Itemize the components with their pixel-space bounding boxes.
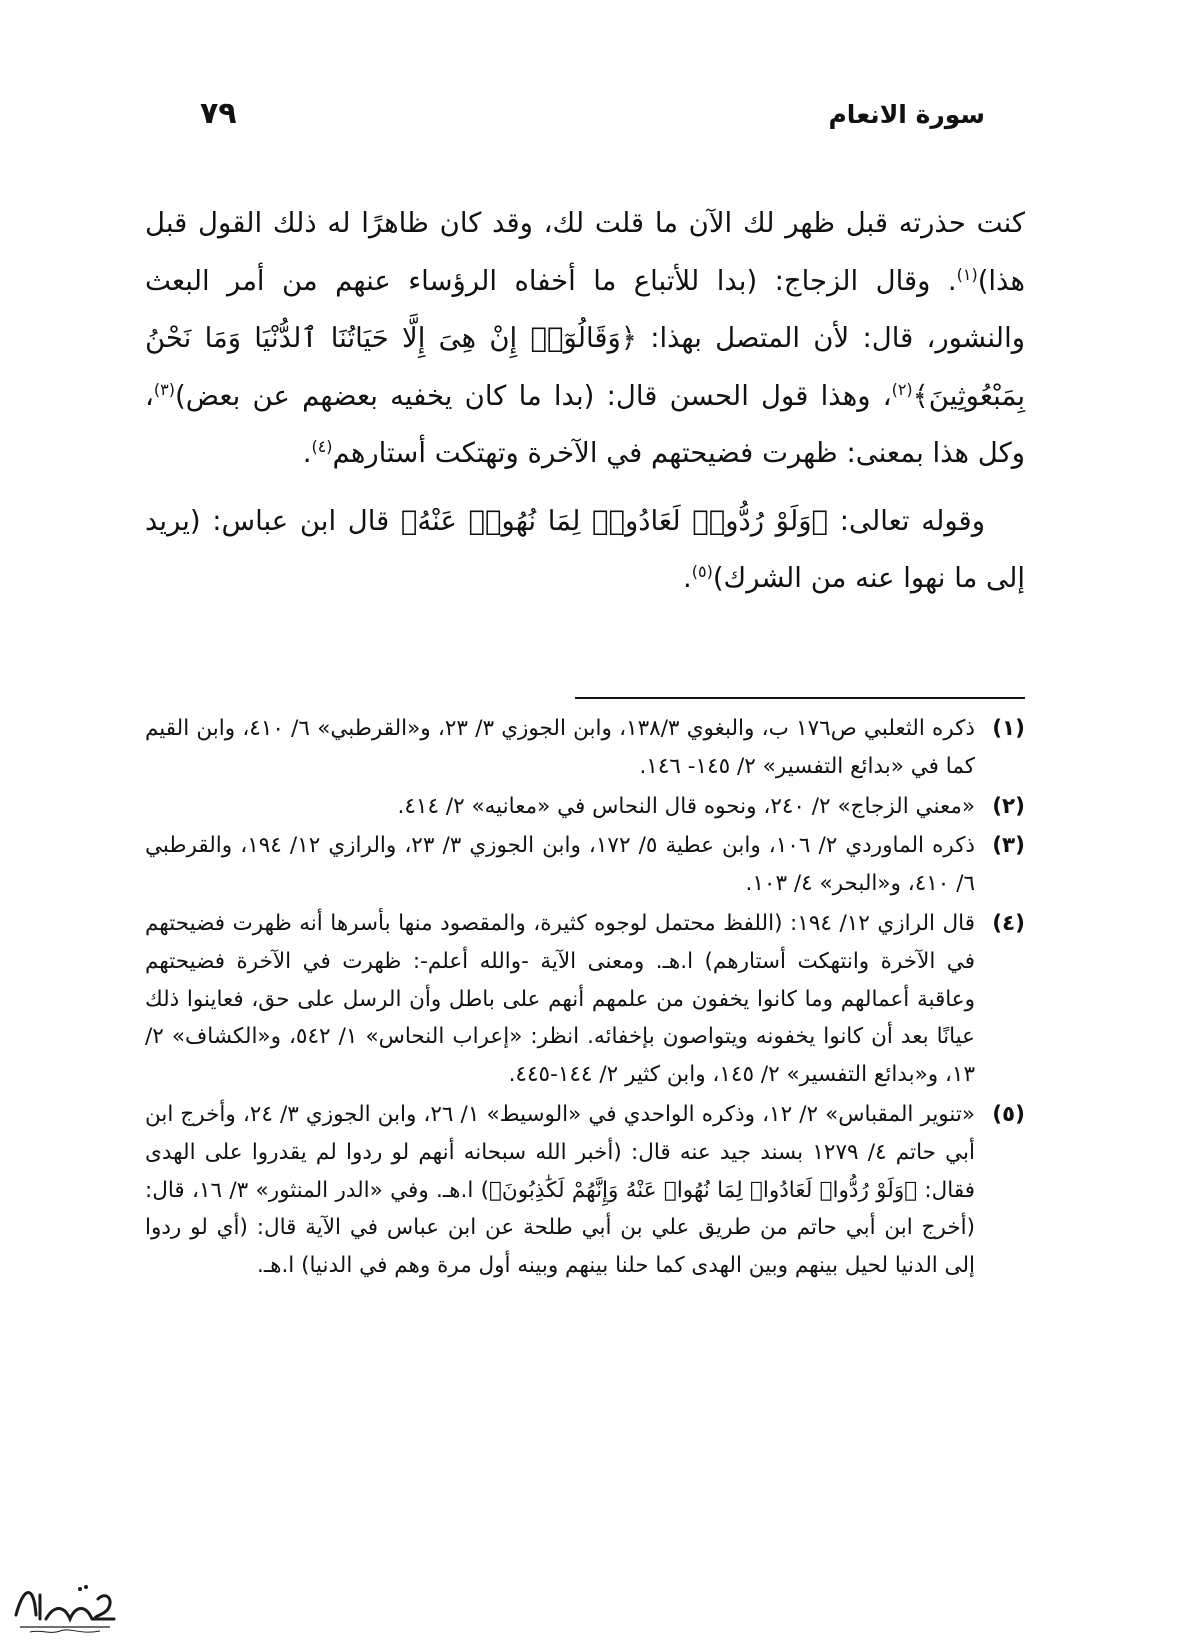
text-run: . وقال الزجاج: (بدا للأتباع ما أخفاه الرؤساء عنهم من أمر البعث والنشور، قال: لأن المتصل بهذا: — [145, 264, 1025, 354]
footnote-4 — [145, 905, 1025, 1094]
footnote-ref-5: (٥) — [691, 561, 713, 581]
text-run: . — [682, 562, 692, 594]
footnote-ref-4: (٤) — [311, 436, 333, 456]
footnote-text: قال الرازي ١٢/ ١٩٤: (اللفظ محتمل لوجوه كثيرة، والمقصود منها بأسرها أنه ظهرت فضيحتهم في الآخرة وانتهكت أستارهم) ا.هـ. ومعنى الآية -والله أعلم-: ظهرت في الآخرة فضيحتهم وعاقبة أعمالهم وما كانوا يخفون من علمهم أنهم على باطل وأن الرسل على حق، فعاينوا ذلك عيانًا بعد أن كانوا يخفونه ويتواصون بإخفائه. انظر: «إعراب النحاس» ١/ ٥٤٢، و«الكشاف» ٢/ ١٣، و«بدائع التفسير» ٢/ ١٤٥، وابن كثير ٢/ ١٤٤-٤٤٥. — [145, 910, 976, 1088]
page-header — [200, 96, 985, 144]
quran-verse: ﴿وَلَوْ رُدُّوا۟ لَعَادُوا۟ لِمَا نُهُوا۟ عَنْهُ﴾ — [400, 504, 829, 537]
text-run: ، وكل هذا بمعنى: ظهرت فضيحتهم في الآخرة وتهتكت أستارهم — [145, 379, 1025, 469]
footnote-5 — [145, 1096, 1025, 1285]
text-run: قال ابن عباس: (يريد إلى ما نهوا عنه من الشرك) — [145, 504, 1025, 594]
paragraph-2 — [145, 493, 1025, 608]
footnote-ref-2: (٢) — [891, 379, 913, 399]
text-run: . — [302, 437, 312, 469]
footnote-number: (٥) — [992, 1101, 1025, 1127]
footnote-text: ذكره الثعلبي ص١٧٦ ب، والبغوي ١٣٨/٣، وابن الجوزي ٣/ ٢٣، و«القرطبي» ٦/ ٤١٠، وابن القيم كما في «بدائع التفسير» ٢/ ١٤٥- ١٤٦. — [145, 716, 975, 779]
footnote-number: (٣) — [992, 833, 1025, 859]
page-number: ٧٩ — [200, 96, 237, 131]
text-run: ، وهذا قول الحسن قال: (بدا ما كان يخفيه بعضهم عن بعض) — [174, 379, 892, 412]
footnote-text: «تنوير المقباس» ٢/ ١٢، وذكره الواحدي في «الوسيط» ١/ ٢٦، وابن الجوزي ٣/ ٢٤، وأخرج ابن أبي حاتم ٤/ ١٢٧٩ بسند جيد عنه قال: (أخبر الله سبحانه أنهم لو ردوا لم يقدروا على الهدى فقال: ﴿وَلَوْ رُدُّوا۟ لَعَادُوا۟ لِمَا نُهُوا۟ عَنْهُ وَإِنَّهُمْ لَكَٰذِبُونَ﴾) ا.هـ. وفي «الدر المنثور» ٣/ ١٦، قال: (أخرج ابن أبي حاتم من طريق علي بن أبي طلحة عن ابن عباس في الآية قال: (أي لو ردوا إلى الدنيا لحيل بينهم وبين الهدى كما حلنا بينهم وبينه أول مرة وهم في الدنيا) ا.هـ. — [145, 1101, 976, 1279]
footnote-divider — [575, 697, 1025, 699]
text-run: كنت حذرته قبل ظهر لك الآن ما قلت لك، وقد كان ظاهرًا له ذلك القول قبل هذا) — [145, 207, 1025, 297]
footnote-2 — [145, 788, 1025, 826]
footnote-3 — [145, 827, 1025, 903]
footnote-ref-3: (٣) — [153, 379, 175, 399]
footnote-number: (٢) — [992, 793, 1025, 819]
footnote-text: «معني الزجاج» ٢/ ٢٤٠، ونحوه قال النحاس في «معانيه» ٢/ ٤١٤. — [397, 793, 975, 819]
footnote-number: (١) — [992, 716, 1025, 741]
footnote-ref-1: (١) — [956, 264, 978, 284]
footnotes — [145, 710, 1025, 1287]
footnote-text: ذكره الماوردي ٢/ ١٠٦، وابن عطية ٥/ ١٧٢، وابن الجوزي ٣/ ٢٣، والرازي ١٢/ ١٩٤، والقرطبي ٦/ ٤١٠، و«البحر» ٤/ ١٠٣. — [145, 833, 976, 897]
calligraphy-logo — [10, 1575, 120, 1637]
running-title: سورة الانعام — [828, 100, 985, 129]
text-run: وقوله تعالى: — [828, 504, 985, 537]
main-text — [145, 195, 1025, 608]
footnote-1 — [145, 710, 1025, 786]
footnote-number: (٤) — [992, 910, 1025, 936]
paragraph-1 — [145, 195, 1025, 483]
quran-verse: ﴿وَقَالُوٓا۟ إِنْ هِىَ إِلَّا حَيَاتُنَا ٱلدُّنْيَا وَمَا نَحْنُ بِمَبْعُوثِينَ﴾ — [145, 322, 1025, 412]
